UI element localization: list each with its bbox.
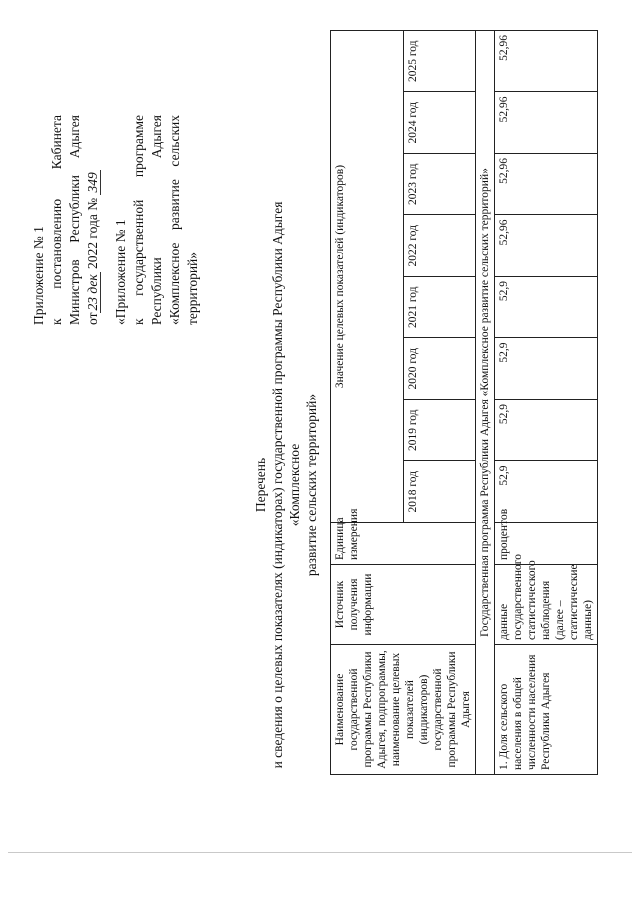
- header-source: Источник получения информации: [331, 565, 476, 645]
- appendix-line-3: Министров Республики Адыгея: [67, 115, 82, 325]
- row-indicator-name: 1. Доля сельского населения в общей численности населения Республики Адыгея: [495, 645, 598, 775]
- table-header-row-1: [331, 31, 404, 775]
- row-value: 52,96: [495, 154, 598, 216]
- header-year: 2021 год: [403, 277, 476, 339]
- header-year: 2018 год: [403, 461, 476, 523]
- document-heading: [252, 195, 320, 775]
- header-year: 2022 год: [403, 215, 476, 277]
- row-value: 52,9: [495, 461, 598, 523]
- handwritten-date: 23 дек: [85, 274, 100, 311]
- document-subtitle-line-2: развитие сельских территорий»: [304, 393, 319, 577]
- inner-appendix-line-4: «Комплексное развитие сельских: [167, 115, 182, 325]
- inner-appendix-line-5: территорий»: [185, 251, 200, 325]
- document-title: Перечень: [253, 457, 268, 513]
- appendix-line-1: Приложение № 1: [31, 226, 46, 325]
- header-program-name: Наименование государственной программы Республики Адыгея, подпрограммы, наименование целевых показателей (индикаторов) государственной программы Республики Адыгея: [331, 645, 476, 775]
- table-row: [495, 31, 598, 775]
- row-unit: процентов: [495, 523, 598, 565]
- header-year: 2023 год: [403, 154, 476, 216]
- inner-appendix-line-2: к государственной программе: [131, 115, 146, 325]
- inner-appendix-line-1: «Приложение № 1: [113, 219, 128, 325]
- appendix-line-4: от23 дек 2022 года № 349: [85, 172, 100, 325]
- row-value: 52,9: [495, 400, 598, 462]
- inner-appendix-line-3: Республики Адыгея: [149, 115, 164, 325]
- row-value: 52,96: [495, 215, 598, 277]
- handwritten-number: 349: [85, 172, 100, 193]
- row-value: 52,9: [495, 338, 598, 400]
- row-source: данные государственного статистического наблюдения (далее – статистические данные): [495, 565, 598, 645]
- header-year: 2024 год: [403, 92, 476, 154]
- scan-edge-line: [8, 852, 632, 853]
- appendix-block: [30, 115, 202, 325]
- row-value: 52,96: [495, 31, 598, 93]
- section-title: Государственная программа Республики Адыгея «Комплексное развитие сельских территорий»: [476, 31, 495, 775]
- appendix-line-2: к постановлению Кабинета: [49, 115, 64, 325]
- row-value: 52,9: [495, 277, 598, 339]
- header-year: 2019 год: [403, 400, 476, 462]
- indicators-table: [330, 30, 598, 775]
- header-unit: Единица измерения: [331, 523, 476, 565]
- document-subtitle-line-1: и сведения о целевых показателях (индикаторах) государственной программы Республики Адыгея «Комплексное: [270, 201, 302, 769]
- row-value: 52,96: [495, 92, 598, 154]
- header-values-group: Значение целевых показателей (индикаторов): [331, 31, 404, 523]
- table-section-row: [476, 31, 495, 775]
- header-year: 2020 год: [403, 338, 476, 400]
- header-year: 2025 год: [403, 31, 476, 93]
